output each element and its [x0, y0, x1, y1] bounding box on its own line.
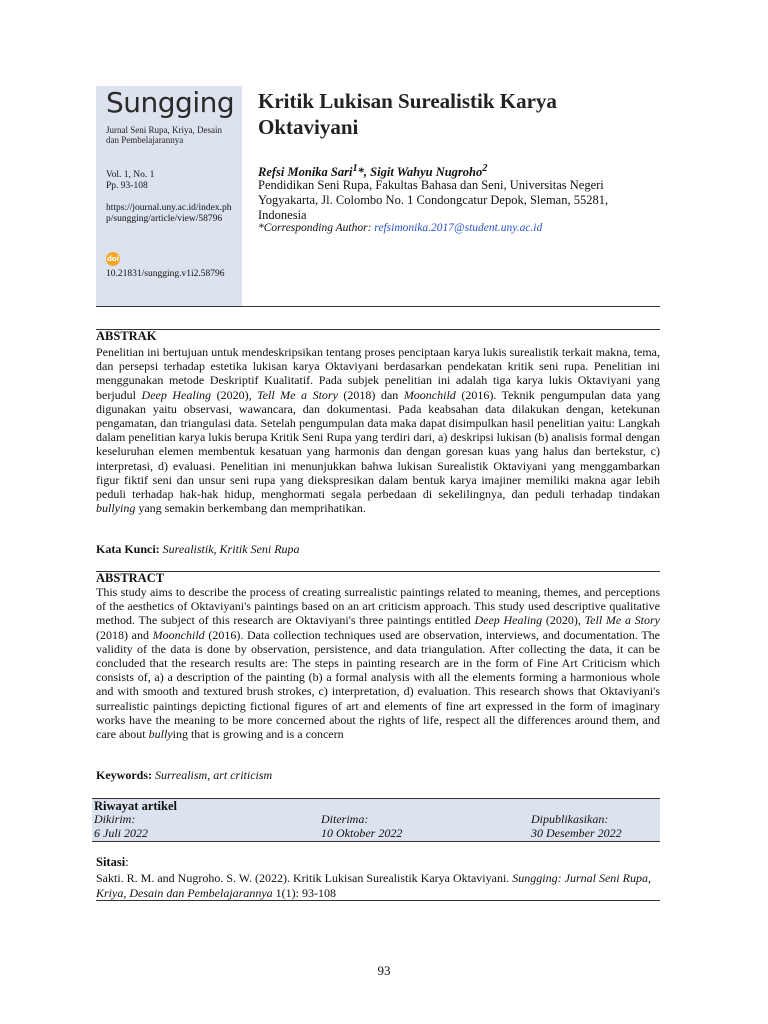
text-span: (2016). Data collection techniques used are observation, interviews, and documentation. The validity of the data is done by observation, persistence, and data triangulation. After collecting the data, it can be concluded that the research results are: The steps in painting research are in the form of Fine Art Criticism which consists of, a) a description of the painting (b) a formal analysis with all the elements forming a harmonious whole and with smooth and textured brush strokes, c) interpretation, d) evaluation. This research shows that Oktaviyani's surrealistic paintings depicting fictional figures of art and elements of fine art expressed in the form of imaginary works have the meaning to be more concerned about the rights of life, respect all the differences around them, and care about [96, 627, 660, 742]
kata-kunci-value: Surealistik, Kritik Seni Rupa [162, 542, 300, 556]
text-span: (2018) and [96, 627, 153, 642]
corresponding-label: *Corresponding Author: [258, 222, 375, 234]
divider [96, 571, 660, 572]
title-span: bullying [96, 501, 136, 516]
pages-line: Pp. 93-108 [106, 181, 148, 191]
author-2: *, Sigit Wahyu Nugroho [357, 165, 483, 180]
kata-kunci-label: Kata Kunci: [96, 542, 163, 556]
journal-sidebar [96, 86, 242, 306]
title-span: Tell Me a Story [584, 613, 660, 628]
citation-colon: : [125, 855, 129, 869]
text-span: Sakti. R. M. and Nugroho. S. W. (2022). Kritik Lukisan Surealistik Karya Oktaviyani. [96, 871, 513, 885]
doi-link[interactable]: 10.21831/sungging.v1i2.58796 [106, 269, 225, 279]
article-history-box [92, 798, 660, 842]
doi-icon: doi [106, 252, 120, 266]
history-date: 30 Desember 2022 [531, 826, 622, 840]
history-submitted [94, 812, 148, 840]
divider [96, 306, 660, 307]
article-url-link[interactable]: https://journal.uny.ac.id/index.php/sungging/article/view/58796 [106, 203, 232, 224]
citation-heading-text: Sitasi [96, 855, 126, 869]
keywords-value: Surrealism, art criticism [155, 768, 273, 782]
journal-logo: Sungging [106, 86, 235, 119]
title-span: bully [148, 727, 173, 742]
history-title: Riwayat artikel [94, 799, 177, 813]
text-span: (2018) dan [337, 387, 404, 402]
volume-line: Vol. 1, No. 1 [106, 170, 155, 180]
text-span: Penelitian ini bertujuan untuk mendeskripsikan tentang proses penciptaan karya lukis surealistik terkait makna, tema, dan persepsi terhadap estetika lukisan karya Oktaviyani berdasarkan pendekatan kritik seni rupa. Penelitian ini menggunakan metode Deskriptif Kualitatif. Pada subjek penelitian ini adalah tiga karya lukis Oktaviyani yang berjudul [96, 345, 660, 402]
title-span: Moonchild [152, 627, 205, 642]
title-span: Tell Me a Story [257, 387, 338, 402]
volume-info [106, 170, 154, 192]
corresponding-email-link[interactable]: refsimonika.2017@student.uny.ac.id [374, 222, 543, 234]
title-span: Deep Healing [474, 613, 543, 628]
history-label: Diterima: [321, 812, 369, 826]
author-1-sup: 1 [352, 163, 358, 174]
history-date: 6 Juli 2022 [94, 826, 148, 840]
keywords-label: Keywords: [96, 768, 155, 782]
text-span: (2016). Teknik pengumpulan data yang digunakan yaitu observasi, wawancara, dan dokumentasi. Pada keabsahan data dilakukan dengan, ketekunan pengamatan, dan triangulasi data. Setelah pengumpulan data maka dapat disimpulkan hasil penelitian yaitu: Langkah dalam penelitian karya lukis berupa Kritik Seni Rupa yang terdiri dari, a) deskripsi lukisan (b) analisis formal dengan keseluruhan elemen membentuk kesatuan yang harmonis dan dengan goresan kuas yang halus dan bertekstur, c) interpretasi, d) evaluasi. Penelitian ini menunjukkan bahwa lukisan Surealistik Oktaviyani yang menggambarkan figur fiktif seni dan unsur seni rupa yang diekspresikan dalam bentuk karya imajiner memiliki makna agar lebih peduli terhadap hak-hak hidup, menghormati segala perbedaan di sekelilingnya, dan peduli terhadap tindakan [96, 387, 661, 502]
history-accepted [321, 812, 402, 840]
divider [96, 329, 660, 330]
author-1: Refsi Monika Sari [258, 165, 353, 180]
affiliation: Pendidikan Seni Rupa, Fakultas Bahasa dan Seni, Universitas Negeri Yogyakarta, Jl. Colombo No. 1 Condongcatur Depok, Sleman, 55281, Indonesia [258, 178, 609, 222]
text-span: yang semakin berkembang dan memprihatikan. [135, 501, 366, 516]
abstrak-body [96, 345, 660, 515]
history-label: Dikirim: [94, 812, 136, 826]
history-label: Dipublikasikan: [531, 812, 609, 826]
title-span: Moonchild [403, 387, 456, 402]
text-span: 1(1): 93-108 [272, 885, 336, 900]
author-2-sup: 2 [482, 163, 488, 174]
text-span: This study aims to describe the process of creating surrealistic paintings related to meaning, themes, and perceptions of the aesthetics of Oktaviyani's paintings based on an art criticism approach. This study used descriptive qualitative method. The subject of this research are Oktaviyani's three paintings entitled [96, 585, 660, 628]
history-published [531, 812, 622, 840]
abstrak-heading: ABSTRAK [96, 329, 157, 343]
text-span: (2020), [542, 613, 585, 628]
journal-subtitle: Jurnal Seni Rupa, Kriya, Desain dan Pembelajarannya [106, 125, 222, 145]
article-title: Kritik Lukisan Surealistik Karya Oktaviyani [258, 89, 557, 139]
divider [96, 900, 660, 901]
abstract-heading: ABSTRACT [96, 571, 165, 585]
text-span: (2020), [211, 387, 258, 402]
journal-name: Sungging: Jurnal Seni Rupa, Kriya, Desain dan Pembelajarannya [96, 871, 651, 900]
keywords [96, 768, 272, 783]
citation-text [96, 871, 660, 900]
abstract-body [96, 585, 660, 741]
text-span: ing that is growing and is a concern [172, 727, 344, 742]
history-date: 10 Oktober 2022 [321, 826, 403, 840]
corresponding-author [258, 222, 542, 234]
page-number: 93 [377, 963, 391, 978]
citation-heading [96, 855, 129, 870]
title-span: Deep Healing [141, 387, 212, 402]
kata-kunci [96, 542, 300, 557]
